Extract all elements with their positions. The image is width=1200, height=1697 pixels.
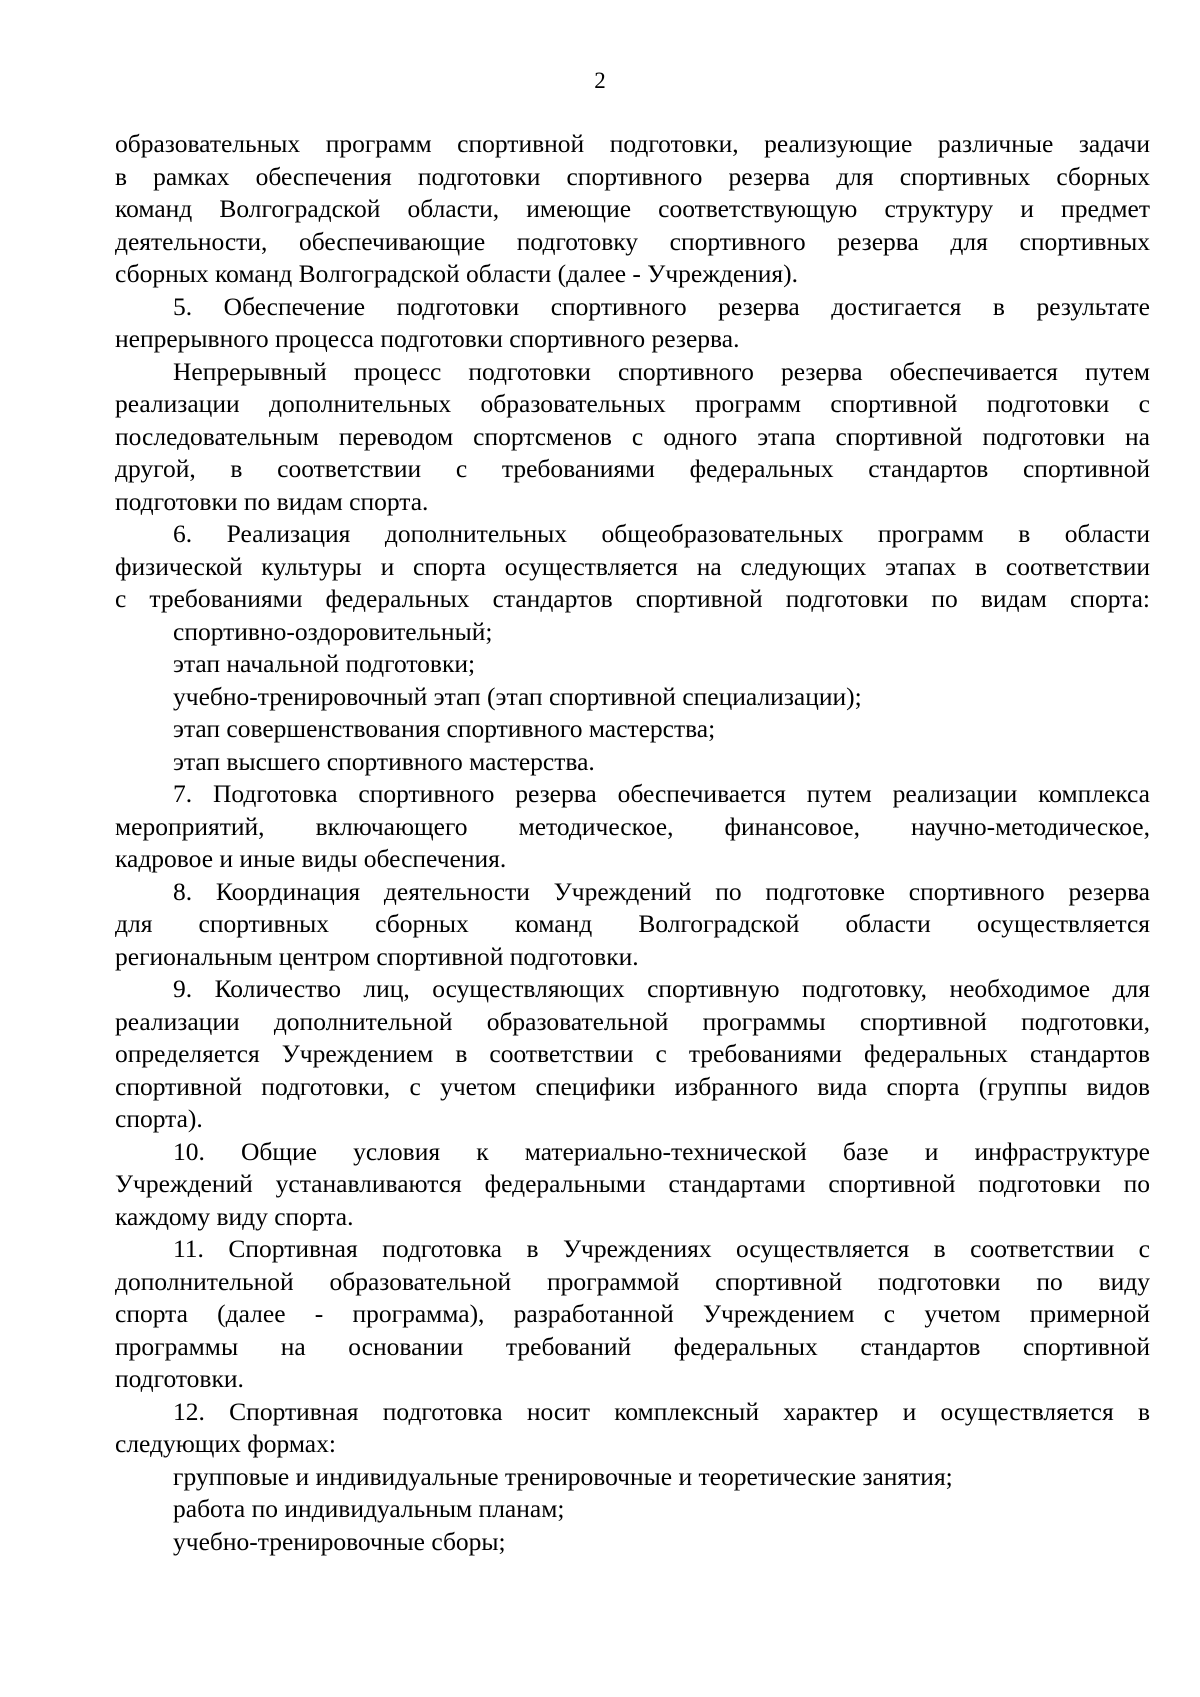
text-line: работа по индивидуальным планам;	[173, 1494, 565, 1523]
text-line: этап начальной подготовки;	[173, 649, 476, 678]
text-line: этап совершенствования спортивного мастерства;	[173, 714, 716, 743]
text-line: 7. Подготовка спортивного резерва обеспечивается путем реализации комплекса	[173, 779, 1150, 808]
text-line: 12. Спортивная подготовка носит комплексный характер и осуществляется в	[173, 1396, 1150, 1426]
text-line: деятельности, обеспечивающие подготовку спортивного резерва для спортивных	[115, 226, 1150, 256]
text-line: 11. Спортивная подготовка в Учреждениях осуществляется в соответствии с	[173, 1234, 1150, 1263]
text-line: последовательным переводом спортсменов с одного этапа спортивной подготовки на	[115, 421, 1150, 451]
text-line: 9. Количество лиц, осуществляющих спортивную подготовку, необходимое для	[173, 974, 1150, 1003]
text-line: подготовки по видам спорта.	[115, 486, 429, 516]
text-line: Учреждений устанавливаются федеральными стандартами спортивной подготовки по	[115, 1169, 1150, 1198]
text-line: мероприятий, включающего методическое, финансовое, научно-методическое,	[115, 811, 1150, 841]
text-line: этап высшего спортивного мастерства.	[173, 746, 595, 776]
text-line: для спортивных сборных команд Волгоградской области осуществляется	[115, 909, 1150, 938]
text-line: в рамках обеспечения подготовки спортивного резерва для спортивных сборных	[115, 161, 1150, 191]
text-line: спорта (далее - программа), разработанной Учреждением с учетом примерной	[115, 1299, 1150, 1328]
text-line: другой, в соответствии с требованиями федеральных стандартов спортивной	[115, 454, 1150, 483]
text-line: сборных команд Волгоградской области (далее - Учреждения).	[115, 259, 799, 288]
text-line: дополнительной образовательной программой спортивной подготовки по виду	[115, 1266, 1150, 1296]
text-line: учебно-тренировочные сборы;	[173, 1526, 506, 1556]
text-line: каждому виду спорта.	[115, 1201, 354, 1231]
text-line: кадровое и иные виды обеспечения.	[115, 844, 507, 873]
text-line: определяется Учреждением в соответствии с требованиями федеральных стандартов	[115, 1039, 1150, 1068]
text-line: 6. Реализация дополнительных общеобразовательных программ в области	[173, 519, 1150, 548]
text-line: реализации дополнительных образовательных программ спортивной подготовки с	[115, 389, 1150, 418]
text-line: программы на основании требований федеральных стандартов спортивной	[115, 1331, 1150, 1361]
text-line: следующих формах:	[115, 1429, 336, 1458]
document-body	[115, 128, 1150, 1558]
text-line: 10. Общие условия к материально-технической базе и инфраструктуре	[173, 1136, 1150, 1166]
text-line: учебно-тренировочный этап (этап спортивной специализации);	[173, 681, 862, 711]
text-line: 8. Координация деятельности Учреждений по подготовке спортивного резерва	[173, 876, 1150, 906]
page-number: 2	[594, 68, 606, 93]
text-line: команд Волгоградской области, имеющие соответствующую структуру и предмет	[115, 194, 1150, 223]
text-line: реализации дополнительной образовательной программы спортивной подготовки,	[115, 1006, 1150, 1036]
text-line: подготовки.	[115, 1364, 244, 1393]
text-line: спортивно-оздоровительный;	[173, 616, 493, 646]
text-line: образовательных программ спортивной подготовки, реализующие различные задачи	[115, 129, 1150, 158]
text-line: региональным центром спортивной подготовки.	[115, 941, 639, 971]
text-line: физической культуры и спорта осуществляется на следующих этапах в соответствии	[115, 551, 1150, 581]
text-line: спорта).	[115, 1104, 203, 1133]
text-line: с требованиями федеральных стандартов спортивной подготовки по видам спорта:	[115, 584, 1150, 613]
text-line: групповые и индивидуальные тренировочные и теоретические занятия;	[173, 1461, 953, 1491]
text-line: Непрерывный процесс подготовки спортивного резерва обеспечивается путем	[173, 356, 1150, 386]
text-line: непрерывного процесса подготовки спортивного резерва.	[115, 324, 740, 353]
text-line: 5. Обеспечение подготовки спортивного резерва достигается в результате	[173, 291, 1150, 321]
text-line: спортивной подготовки, с учетом специфики избранного вида спорта (группы видов	[115, 1071, 1150, 1101]
